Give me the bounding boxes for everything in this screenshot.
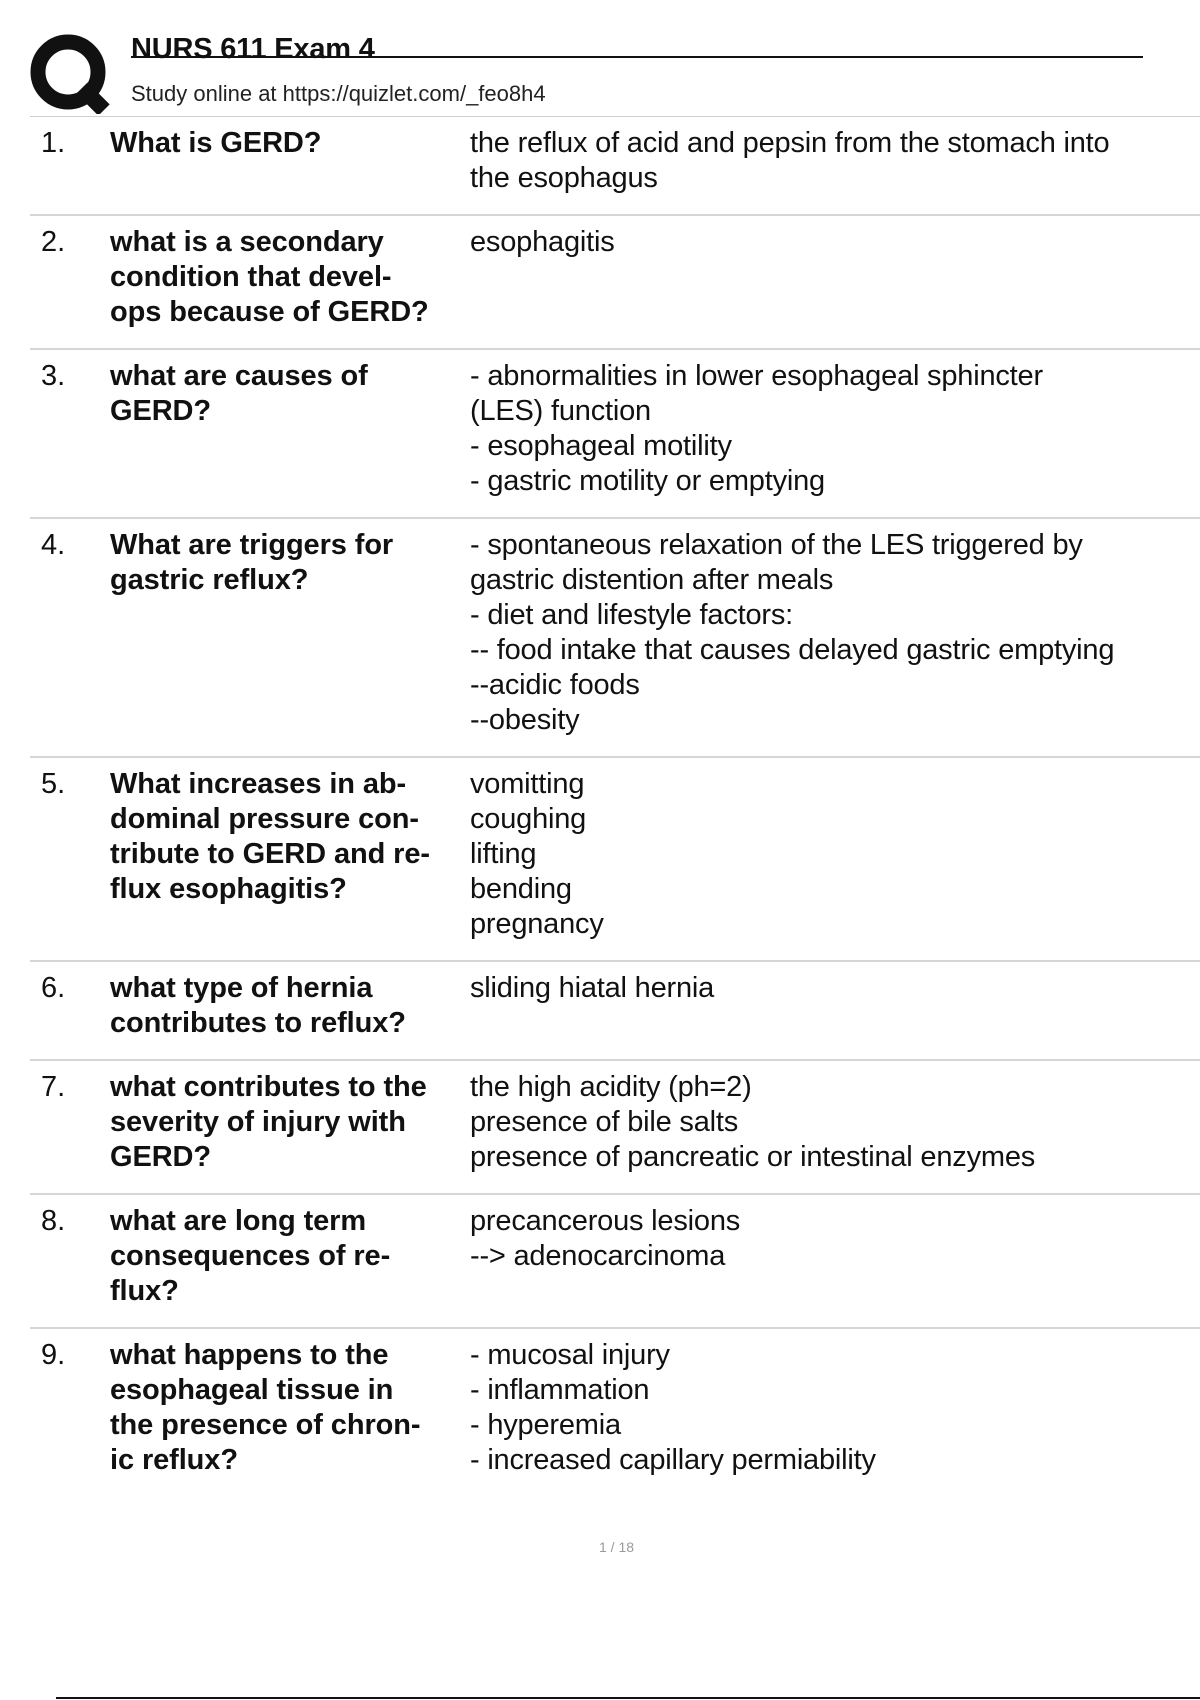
card-term: What increases in ab- dominal pressure con- tribute to GERD and re- flux esophagitis? [110,768,430,905]
card-definition: the reflux of acid and pepsin from the stomach into the esophagus [470,127,1110,194]
flashcard-row [30,350,1200,519]
quizlet-q-logo-icon [30,32,112,114]
card-number: 3. [41,360,66,392]
page-indicator: 1 / 18 [598,1539,635,1555]
page-header [0,0,1200,118]
card-number: 2. [41,226,66,258]
card-term: what contributes to the severity of injury with GERD? [110,1071,427,1173]
card-number: 6. [41,972,66,1004]
card-definition: esophagitis [470,226,615,258]
card-definition: - mucosal injury - inflammation - hyperemia - increased capillary permiability [470,1339,876,1476]
card-definition: precancerous lesions --> adenocarcinoma [470,1205,741,1272]
card-term: What is GERD? [110,127,322,159]
footer-rule [56,1697,1200,1699]
card-term: what are causes of GERD? [110,360,368,427]
flashcard-row [30,758,1200,962]
card-number: 5. [41,768,66,800]
title-rule [131,56,1143,58]
card-term: what type of hernia contributes to reflux? [110,972,406,1039]
card-number: 4. [41,529,66,561]
card-definition: sliding hiatal hernia [470,972,715,1004]
card-definition: vomitting coughing lifting bending pregnancy [470,768,604,940]
card-definition: - abnormalities in lower esophageal sphincter (LES) function - esophageal motility - gastric motility or emptying [470,360,1043,497]
card-number: 7. [41,1071,66,1103]
flashcard-row [30,1329,1200,1496]
card-definition: the high acidity (ph=2) presence of bile salts presence of pancreatic or intestinal enzymes [470,1071,1036,1173]
flashcard-row [30,117,1200,216]
flashcard-row [30,962,1200,1061]
flashcard-row [30,1195,1200,1329]
study-online-link[interactable]: Study online at https://quizlet.com/_feo8h4 [131,81,546,106]
card-number: 9. [41,1339,66,1371]
card-number: 8. [41,1205,66,1237]
document-title: NURS 611 Exam 4 [131,33,375,65]
card-number: 1. [41,127,66,159]
flashcard-row [30,1061,1200,1195]
card-term: what happens to the esophageal tissue in the presence of chron- ic reflux? [110,1339,421,1476]
card-definition: - spontaneous relaxation of the LES triggered by gastric distention after meals - diet and lifestyle factors: -- food intake that causes delayed gastric emptying --acidic foods --obesity [470,529,1115,736]
flashcard-row [30,216,1200,350]
card-term: what are long term consequences of re- flux? [110,1205,391,1307]
card-term: what is a secondary condition that devel- ops because of GERD? [110,226,429,328]
card-term: What are triggers for gastric reflux? [110,529,394,596]
flashcard-list [30,117,1200,1496]
flashcard-row [30,519,1200,758]
